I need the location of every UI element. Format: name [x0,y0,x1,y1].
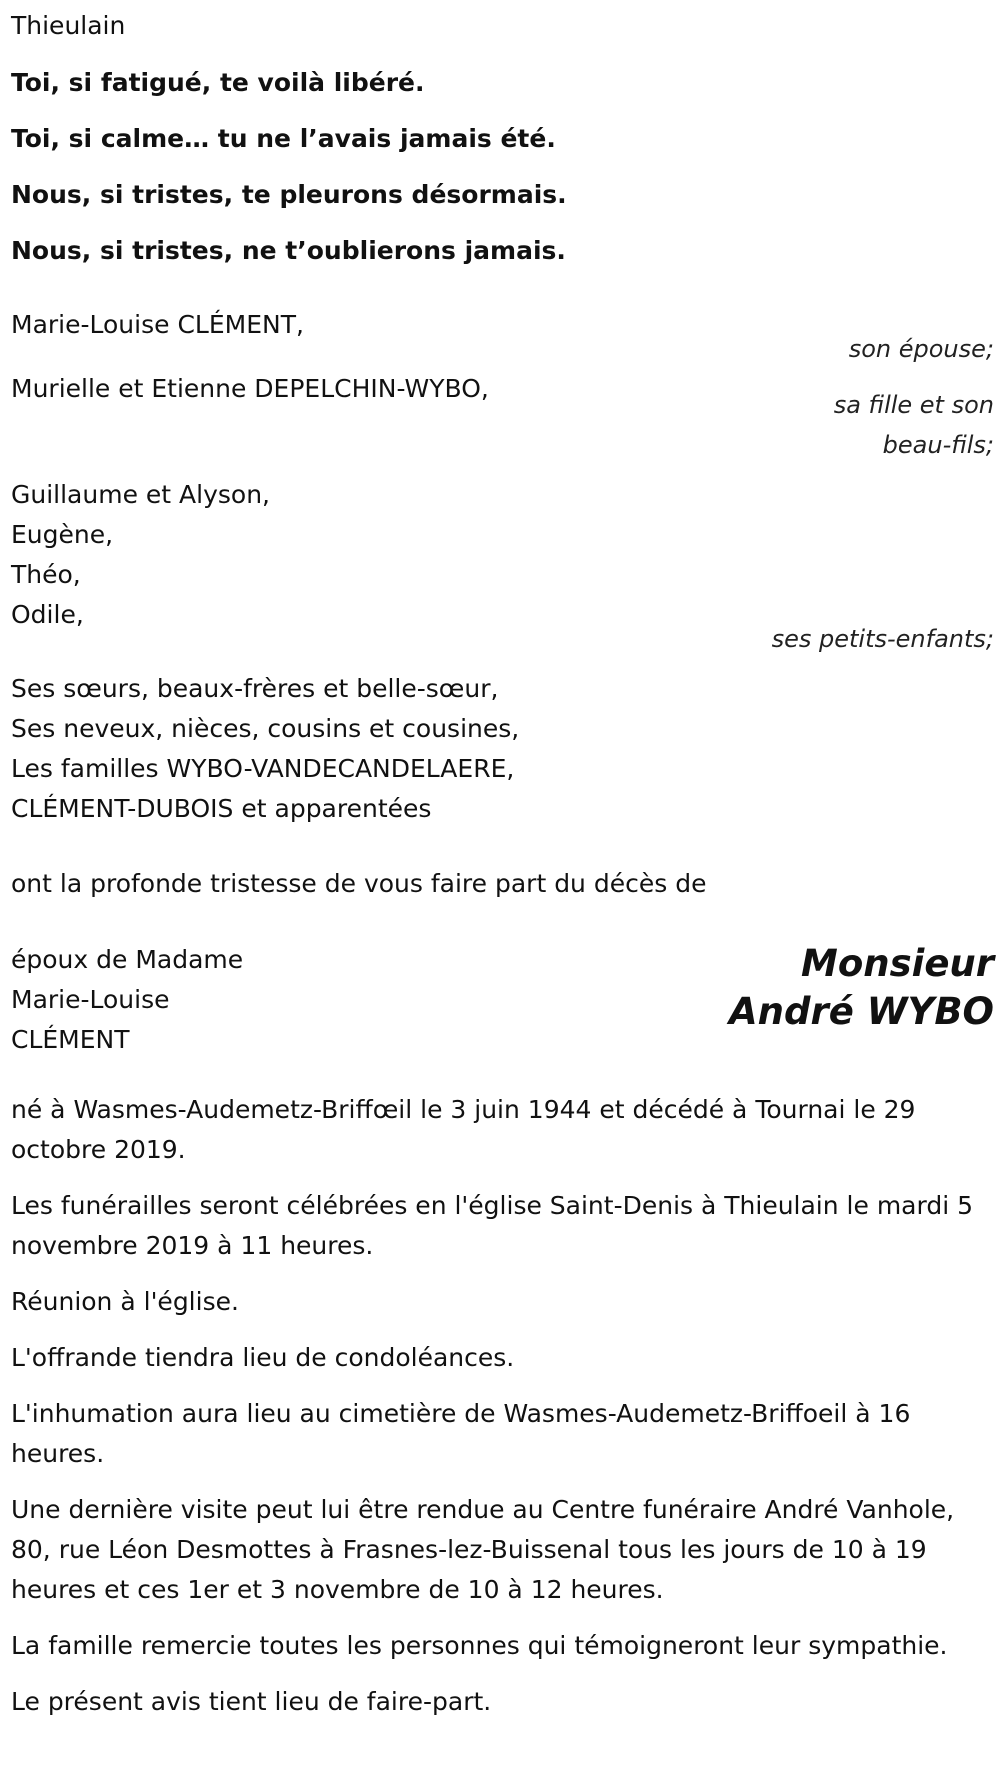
grandchildren-relation [11,619,994,659]
extended-family [11,669,994,829]
paragraph-visit: Une dernière visite peut lui être rendue au Centre funéraire André Vanhole, 80, rue Léon Desmottes à Frasnes-lez-Buissenal tous les jours de 10 à 19 heures et ces 1er et 3 novembre de 10 à 12 heures. [11,1495,955,1604]
paragraph-funeral: Les funérailles seront célébrées en l'église Saint-Denis à Thieulain le mardi 5 novembre 2019 à 11 heures. [11,1191,973,1260]
relation-text: son épouse; [848,335,994,363]
grandchild-name: Odile, [11,600,84,629]
paragraph-thanks: La famille remercie toutes les personnes qui témoigneront leur sympathie. [11,1631,948,1660]
paragraph-meeting: Réunion à l'église. [11,1287,239,1316]
announcement: ont la profonde tristesse de vous faire part du décès de [11,869,707,898]
place-name: Thieulain [11,11,126,40]
poem-line: Nous, si tristes, te pleurons désormais. [11,180,567,209]
relation-text: ses petits-enfants; [771,625,994,653]
spouse-of-line: Marie-Louise [11,985,170,1014]
family-line: CLÉMENT-DUBOIS et apparentées [11,794,432,823]
paragraph-burial: L'inhumation aura lieu au cimetière de Wasmes-Audemetz-Briffoeil à 16 heures. [11,1399,911,1468]
family-line: Les familles WYBO-VANDECANDELAERE, [11,754,515,783]
poem-line: Nous, si tristes, ne t’oublierons jamais. [11,236,566,265]
relation-text: beau-fils; [882,431,994,459]
paragraph-birth-death: né à Wasmes-Audemetz-Briffœil le 3 juin 1944 et décédé à Tournai le 29 octobre 2019. [11,1095,916,1164]
grandchild-name: Guillaume et Alyson, [11,480,270,509]
deceased-title: Monsieur [801,942,994,985]
poem-line: Toi, si fatigué, te voilà libéré. [11,68,425,97]
daughter-names: Murielle et Etienne DEPELCHIN-WYBO, [11,374,489,403]
spouse-name: Marie-Louise CLÉMENT, [11,310,304,339]
spouse-of-line: époux de Madame [11,945,244,974]
spouse-of-line: CLÉMENT [11,1025,130,1054]
poem-line: Toi, si calme… tu ne l’avais jamais été. [11,124,556,153]
family-line: Ses sœurs, beaux-frères et belle-sœur, [11,674,499,703]
deceased-section [11,940,994,1054]
grandchild-name: Théo, [11,560,81,589]
poem [11,63,994,271]
relative-daughter [11,369,994,465]
relative-spouse [11,305,994,369]
paragraph-notice: Le présent avis tient lieu de faire-part. [11,1687,492,1716]
paragraph-offering: L'offrande tiendra lieu de condoléances. [11,1343,515,1372]
family-line: Ses neveux, nièces, cousins et cousines, [11,714,520,743]
deceased-fullname: André WYBO [729,990,994,1033]
obituary-notice [11,6,994,1738]
deceased-name [729,940,994,1036]
spouse-of [11,940,243,1060]
relation-text: sa fille et son [833,391,994,419]
grandchild-name: Eugène, [11,520,114,549]
relative-grandchildren [11,475,994,659]
details [11,1090,994,1722]
